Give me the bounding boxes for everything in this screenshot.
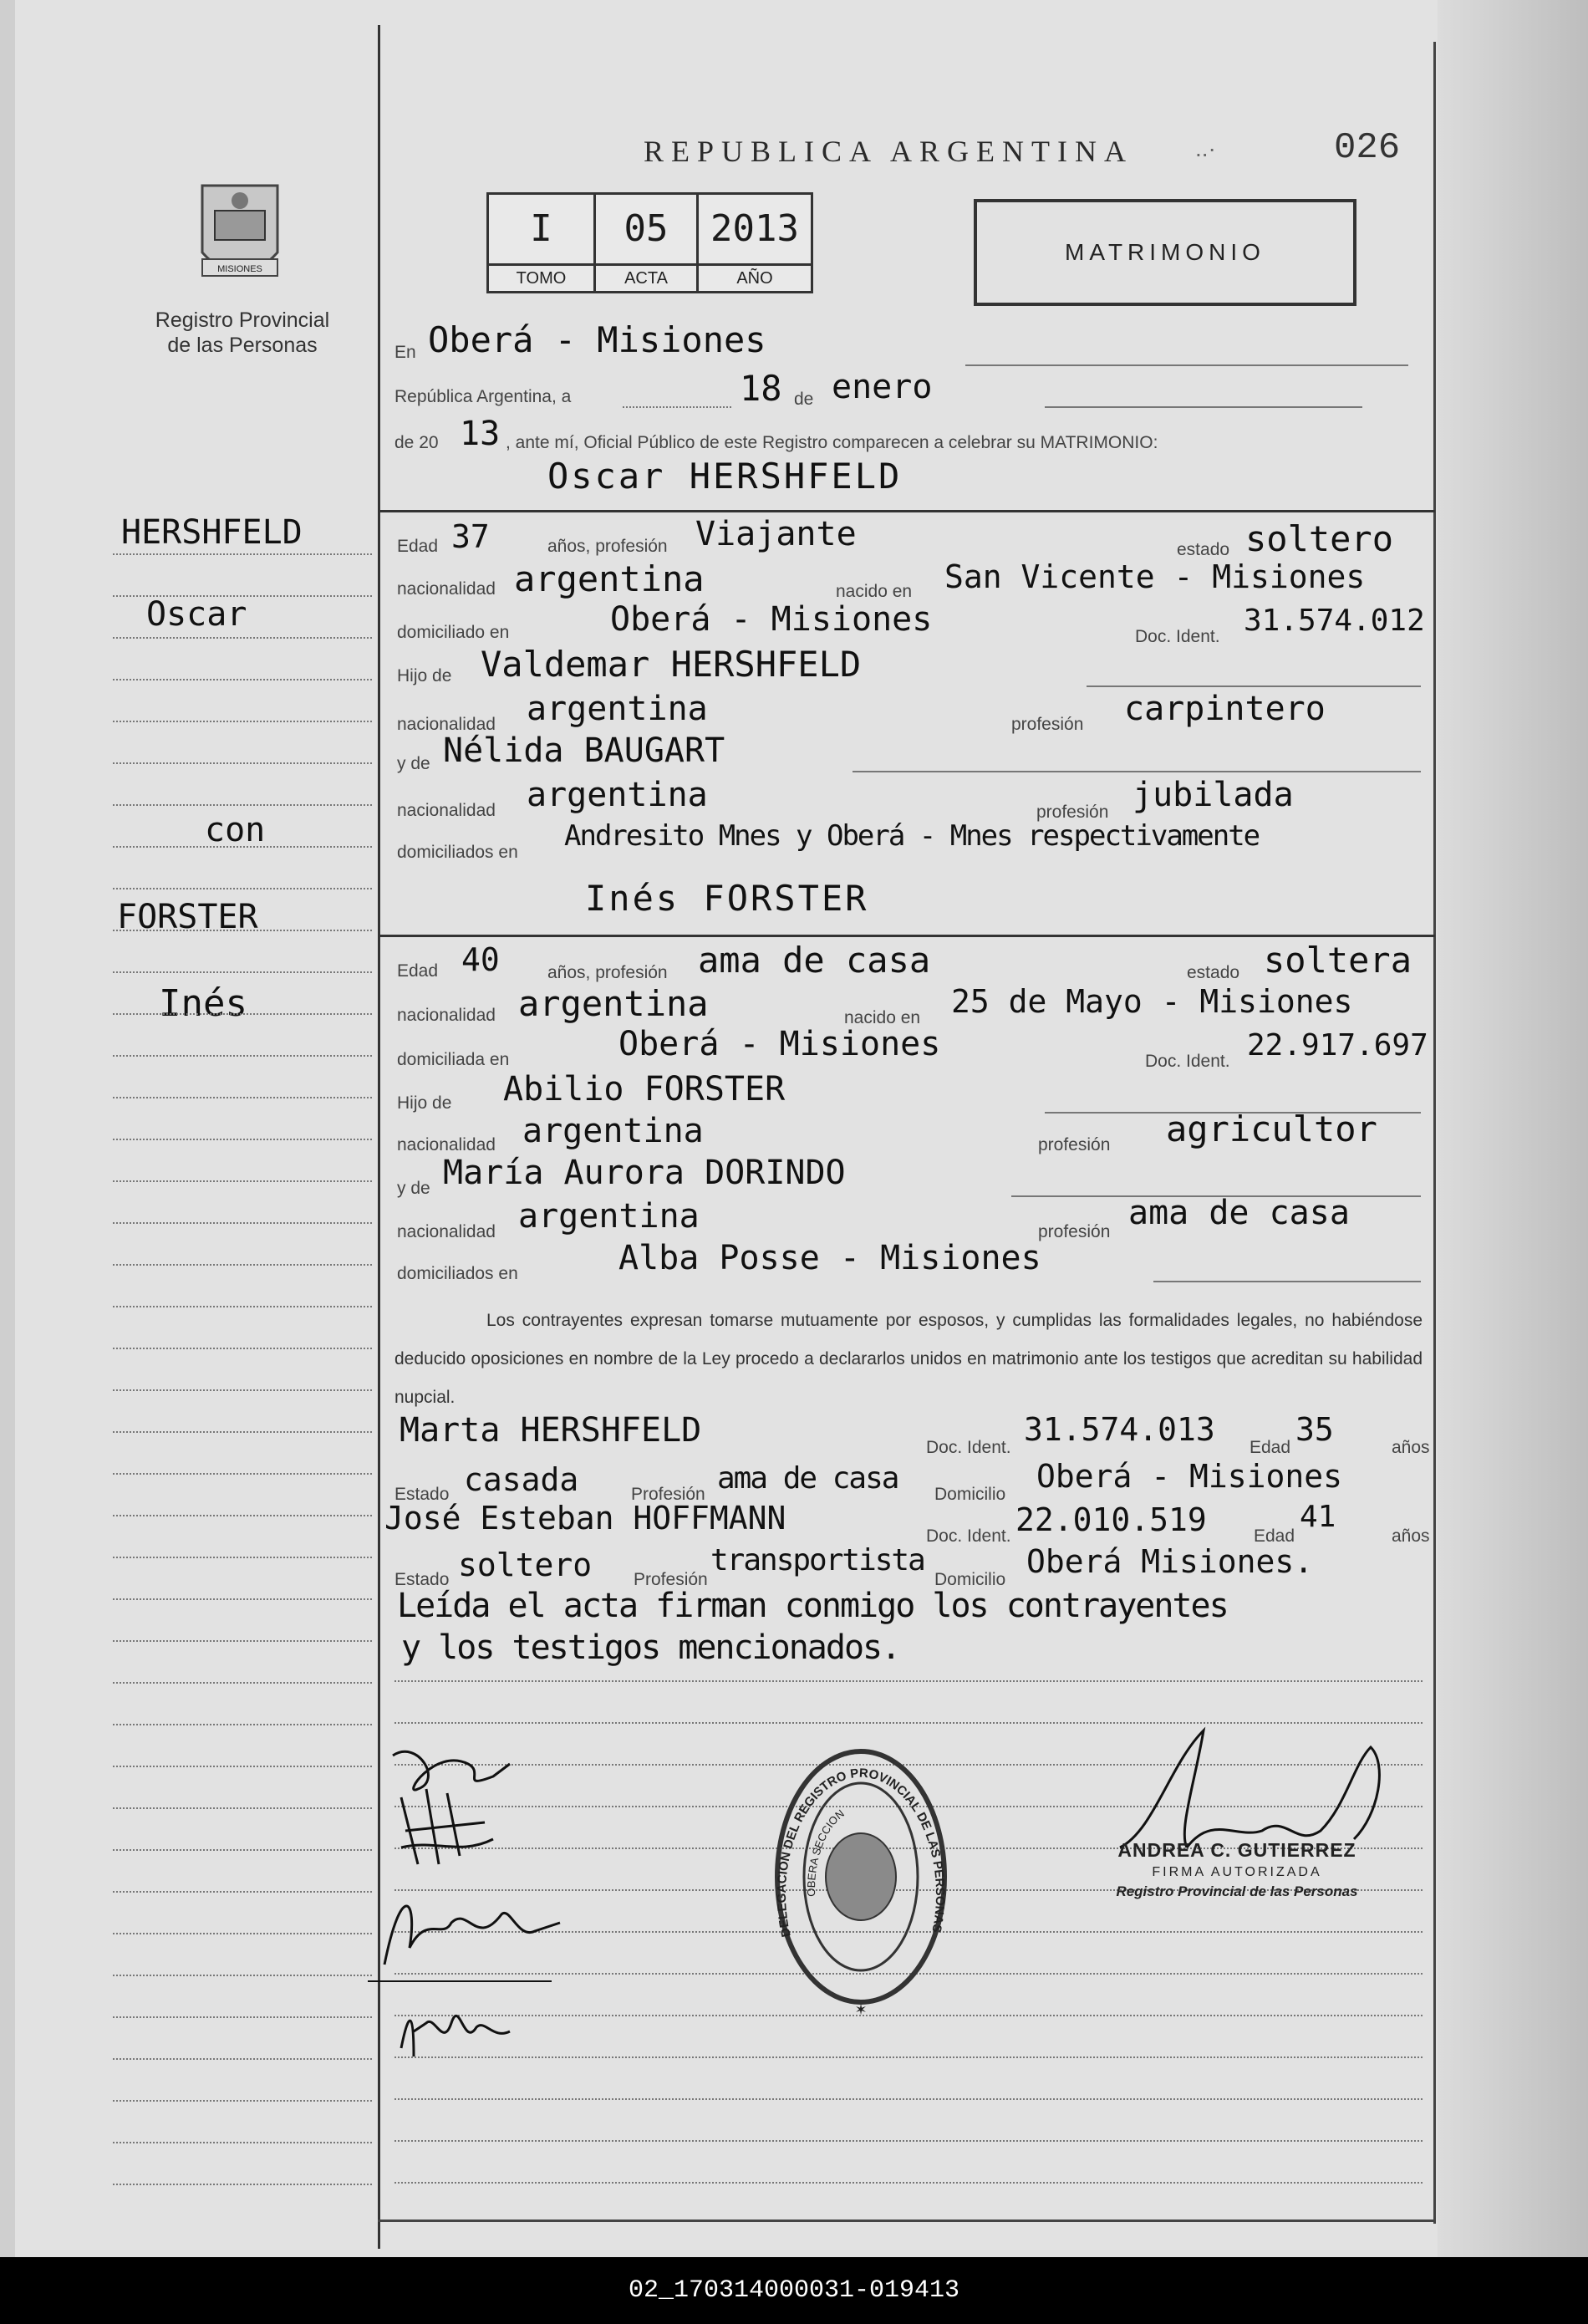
groom-domicilio: Oberá - Misiones bbox=[610, 600, 933, 639]
groom-nacionalidad: argentina bbox=[514, 558, 705, 599]
margin-bride-name: Inés bbox=[159, 982, 247, 1025]
witness1-profesion: ama de casa bbox=[717, 1461, 898, 1496]
witness1-anios-label: años bbox=[1392, 1438, 1430, 1457]
witness2-estado: soltero bbox=[458, 1547, 593, 1583]
groom-mother: Nélida BAUGART bbox=[443, 731, 725, 770]
witness2-edad: 41 bbox=[1300, 1500, 1336, 1534]
witness2-profesion: transportista bbox=[710, 1543, 924, 1577]
official-stamp-icon bbox=[769, 1739, 953, 2023]
bride-father-prof-label: profesión bbox=[1038, 1135, 1111, 1154]
date-prefix: República Argentina, a bbox=[394, 387, 572, 406]
groom-nac-label: nacionalidad bbox=[397, 579, 496, 599]
svg-text:✶: ✶ bbox=[854, 2001, 868, 2018]
notary-block bbox=[1078, 1839, 1396, 1900]
margin-groom-surname: HERSHFELD bbox=[121, 513, 303, 552]
witness2-domicilio: Oberá Misiones. bbox=[1026, 1543, 1314, 1580]
bride-mother-nac: argentina bbox=[518, 1197, 700, 1236]
groom-father-nac: argentina bbox=[527, 690, 708, 728]
bride-nacido-label: nacido en bbox=[844, 1008, 921, 1027]
groom-estado-label: estado bbox=[1177, 540, 1230, 559]
bride-father-nac: argentina bbox=[522, 1112, 704, 1150]
witness2-anios-label: años bbox=[1392, 1526, 1430, 1546]
groom-doc: 31.574.012 bbox=[1244, 604, 1425, 638]
closing-line2: y los testigos mencionados. bbox=[401, 1628, 900, 1667]
scan-id-footer: 02_170314000031-019413 bbox=[0, 2257, 1588, 2324]
groom-yde-label: y de bbox=[397, 754, 430, 773]
bride-nacido: 25 de Mayo - Misiones bbox=[951, 983, 1353, 1020]
witness2-estado-label: Estado bbox=[394, 1570, 450, 1589]
groom-mother-prof: jubilada bbox=[1132, 776, 1294, 814]
anio-label: AÑO bbox=[699, 263, 811, 293]
notary-role: FIRMA AUTORIZADA bbox=[1152, 1865, 1322, 1879]
tomo-label: TOMO bbox=[489, 263, 596, 293]
groom-father-prof-label: profesión bbox=[1011, 715, 1084, 734]
bride-hijo-label: Hijo de bbox=[397, 1093, 452, 1113]
groom-father: Valdemar HERSHFELD bbox=[481, 644, 862, 685]
bride-yde-label: y de bbox=[397, 1179, 430, 1198]
groom-anios-label: años, profesión bbox=[547, 537, 668, 556]
tomo-value: I bbox=[489, 195, 596, 263]
witness1-doc: 31.574.013 bbox=[1024, 1411, 1215, 1448]
groom-nacido-label: nacido en bbox=[836, 582, 913, 601]
en-label: En bbox=[394, 343, 416, 362]
bride-mother-prof-label: profesión bbox=[1038, 1222, 1111, 1241]
header-dots: ..· bbox=[1195, 135, 1216, 161]
margin-groom-name: Oscar bbox=[146, 595, 247, 634]
frame-right bbox=[1433, 42, 1436, 2224]
registry-label-line1: Registro Provincial bbox=[155, 308, 330, 332]
signatures-image bbox=[368, 1730, 644, 2082]
date-de: de bbox=[794, 390, 814, 409]
date-day: 18 bbox=[740, 368, 782, 409]
date-line-a bbox=[623, 406, 731, 408]
groom-nacido: San Vicente - Misiones bbox=[944, 558, 1366, 595]
binding-edge bbox=[0, 0, 15, 2257]
notary-name: ANDREA C. GUTIERREZ bbox=[1117, 1839, 1356, 1861]
witness2-edad-label: Edad bbox=[1254, 1526, 1295, 1546]
bride-doc: 22.917.697 bbox=[1247, 1028, 1428, 1063]
place-city: Oberá - Misiones bbox=[428, 319, 766, 360]
witness1-estado-label: Estado bbox=[394, 1485, 450, 1504]
year-prefix: de 20 bbox=[394, 433, 439, 452]
registry-label bbox=[125, 308, 359, 358]
date-line-b bbox=[1045, 406, 1362, 408]
year-suffix: 13 bbox=[460, 415, 501, 453]
bride-dom-label: domiciliada en bbox=[397, 1050, 510, 1069]
bride-profesion: ama de casa bbox=[698, 940, 931, 981]
bride-estado-label: estado bbox=[1187, 963, 1240, 982]
stamp-text: DELEGACION DEL REGISTRO PROVINCIAL DE LAS PERSONAS bbox=[774, 1766, 948, 1939]
groom-mother-nac-label: nacionalidad bbox=[397, 801, 496, 820]
witness2-name: José Esteban HOFFMANN bbox=[384, 1500, 786, 1537]
groom-father-nac-label: nacionalidad bbox=[397, 715, 496, 734]
bride-parents-line bbox=[1153, 1281, 1421, 1282]
witness1-estado: casada bbox=[464, 1461, 579, 1498]
anio-value: 2013 bbox=[710, 207, 799, 250]
witness1-prof-label: Profesión bbox=[631, 1485, 705, 1504]
acta-value: 05 bbox=[596, 195, 699, 263]
groom-profesion: Viajante bbox=[695, 515, 857, 553]
bride-edad: 40 bbox=[461, 941, 500, 978]
groom-mother-line bbox=[853, 771, 1421, 772]
bride-nacionalidad: argentina bbox=[518, 983, 709, 1024]
notary-office: Registro Provincial de las Personas bbox=[1116, 1883, 1358, 1899]
witness2-doc: 22.010.519 bbox=[1015, 1501, 1207, 1538]
groom-father-prof: carpintero bbox=[1124, 690, 1326, 728]
bride-mother-prof: ama de casa bbox=[1128, 1194, 1350, 1232]
country-title: REPUBLICA ARGENTINA bbox=[644, 135, 1134, 168]
witness1-doc-label: Doc. Ident. bbox=[926, 1438, 1011, 1457]
date-text: , ante mí, Oficial Público de este Registro comparecen a celebrar su MATRIMONIO: bbox=[506, 433, 1158, 452]
groom-edad: 37 bbox=[451, 518, 490, 555]
acta-label: ACTA bbox=[596, 263, 699, 293]
groom-dom-label: domiciliado en bbox=[397, 623, 510, 642]
bride-mother: María Aurora DORINDO bbox=[443, 1154, 846, 1192]
bride-father-nac-label: nacionalidad bbox=[397, 1135, 496, 1154]
registry-label-line2: de las Personas bbox=[167, 334, 318, 357]
closing-line1: Leída el acta firman conmigo los contrayentes bbox=[397, 1587, 1228, 1625]
bride-estado: soltera bbox=[1264, 940, 1412, 981]
margin-bride-surname: FORSTER bbox=[117, 898, 258, 936]
groom-name-separator bbox=[380, 510, 1435, 512]
witness1-dom-label: Domicilio bbox=[934, 1485, 1006, 1504]
frame-bottom bbox=[378, 2220, 1436, 2222]
bride-parents-dom: Alba Posse - Misiones bbox=[618, 1239, 1041, 1277]
bride-father: Abilio FORSTER bbox=[503, 1070, 786, 1108]
bride-anios-label: años, profesión bbox=[547, 963, 668, 982]
bride-mother-nac-label: nacionalidad bbox=[397, 1222, 496, 1241]
groom-father-line bbox=[1087, 685, 1421, 687]
bride-full-name: Inés FORSTER bbox=[585, 878, 869, 919]
groom-full-name: Oscar HERSHFELD bbox=[547, 456, 903, 497]
witness1-edad: 35 bbox=[1295, 1411, 1334, 1448]
witness2-doc-label: Doc. Ident. bbox=[926, 1526, 1011, 1546]
seal-caption: MISIONES bbox=[217, 264, 262, 274]
groom-mother-prof-label: profesión bbox=[1036, 803, 1109, 822]
registry-seal-icon bbox=[186, 177, 294, 294]
groom-doc-label: Doc. Ident. bbox=[1135, 627, 1220, 646]
margin-con: con bbox=[205, 811, 266, 849]
bride-name-separator bbox=[380, 935, 1435, 937]
date-month: enero bbox=[832, 368, 933, 406]
bride-nac-label: nacionalidad bbox=[397, 1006, 496, 1025]
groom-estado: soltero bbox=[1245, 518, 1394, 559]
record-box bbox=[486, 192, 813, 293]
witness1-edad-label: Edad bbox=[1250, 1438, 1291, 1457]
groom-edad-label: Edad bbox=[397, 537, 439, 556]
witness2-dom-label: Domicilio bbox=[934, 1570, 1006, 1589]
bride-doms-label: domiciliados en bbox=[397, 1264, 518, 1283]
groom-mother-nac: argentina bbox=[527, 776, 708, 814]
declaration-text: Los contrayentes expresan tomarse mutuamente por esposos, y cumplidas las formalidades legales, no habiéndose deducido oposiciones en nombre de la Ley procedo a declararlos unidos en matrimonio ante los testigos que acreditan su habilidad nupcial. bbox=[394, 1311, 1423, 1407]
witness2-prof-label: Profesión bbox=[634, 1570, 708, 1589]
witness1-name: Marta HERSHFELD bbox=[400, 1411, 702, 1450]
bride-father-prof: agricultor bbox=[1166, 1108, 1377, 1149]
groom-parents-dom: Andresito Mnes y Oberá - Mnes respectivamente bbox=[564, 819, 1260, 853]
stamp-office: OBERA SECCION bbox=[804, 1807, 847, 1897]
page-number: 026 bbox=[1334, 127, 1401, 169]
witness1-domicilio: Oberá - Misiones bbox=[1036, 1458, 1343, 1495]
groom-hijo-label: Hijo de bbox=[397, 666, 452, 685]
groom-doms-label: domiciliados en bbox=[397, 843, 518, 862]
page-edge-shadow bbox=[1438, 0, 1588, 2257]
act-type-box: MATRIMONIO bbox=[974, 199, 1356, 306]
bride-doc-label: Doc. Ident. bbox=[1145, 1052, 1230, 1071]
bride-edad-label: Edad bbox=[397, 961, 439, 981]
notary-signature-image bbox=[1103, 1714, 1404, 1856]
bride-domicilio: Oberá - Misiones bbox=[618, 1025, 941, 1063]
place-line bbox=[965, 364, 1408, 366]
